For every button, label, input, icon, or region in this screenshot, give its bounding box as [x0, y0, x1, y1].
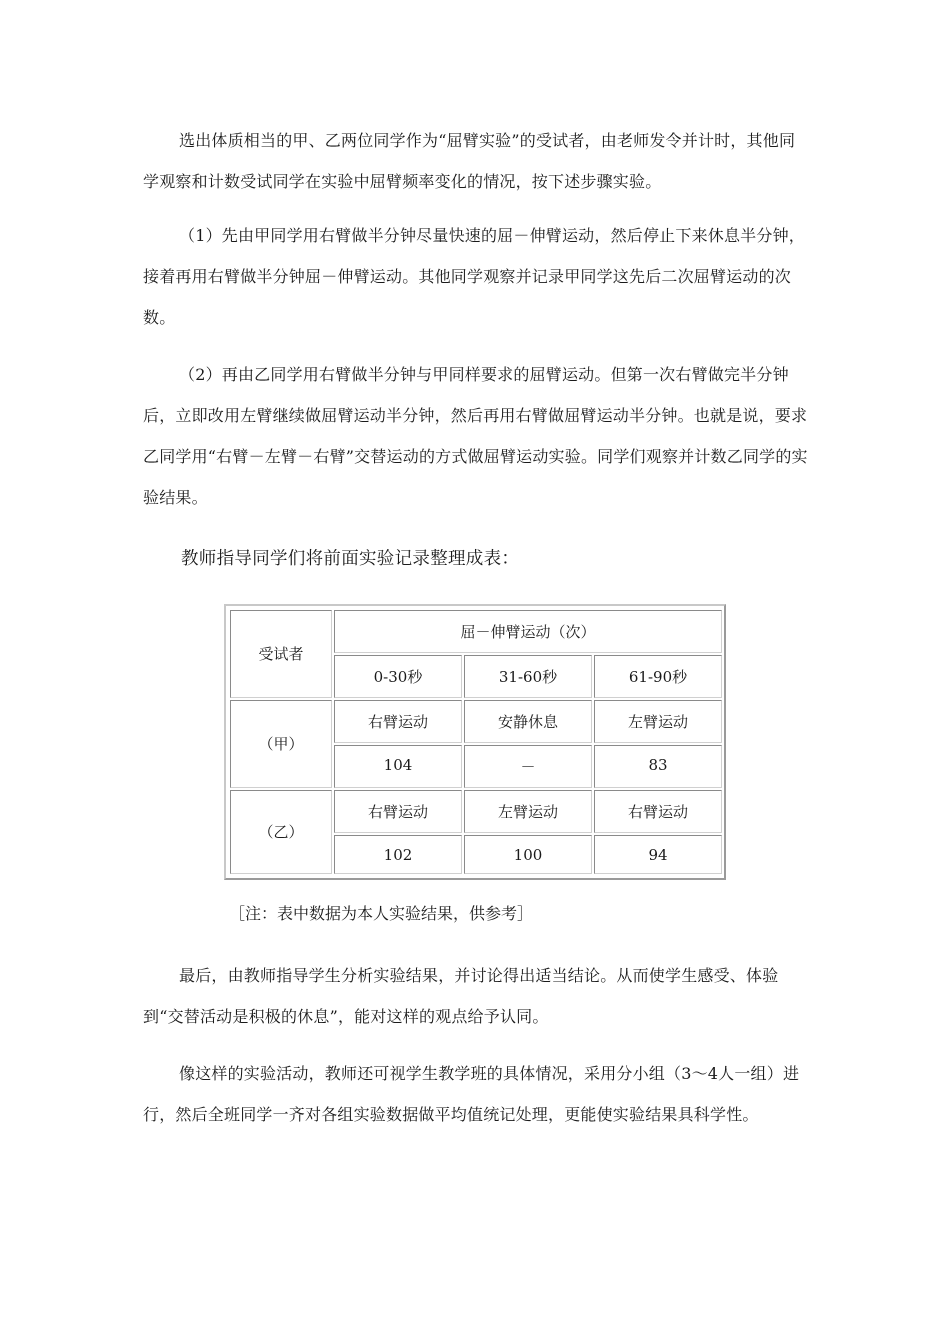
- activity-cell: 安静休息: [464, 700, 592, 743]
- activity-cell: 右臂运动: [334, 790, 462, 833]
- subject-header-cell: 受试者: [230, 610, 332, 698]
- results-table: [228, 608, 724, 876]
- interval-header-cell: 0-30秒: [334, 655, 462, 698]
- count-cell: 94: [594, 835, 722, 874]
- step-2-paragraph: （2）再由乙同学用右臂做半分钟与甲同样要求的屈臂运动。但第一次右臂做完半分钟后，立即改用左臂继续做屈臂运动半分钟，然后再用右臂做屈臂运动半分钟。也就是说，要求乙同学用“右臂－左臂－右臂”交替运动的方式做屈臂运动实验。同学们观察并计数乙同学的实验结果。: [143, 365, 808, 507]
- results-table-frame: [224, 604, 726, 880]
- table-row: [230, 700, 722, 743]
- activity-cell: 左臂运动: [464, 790, 592, 833]
- table-intro-text: 教师指导同学们将前面实验记录整理成表：: [181, 549, 520, 569]
- subject-cell-jia: （甲）: [230, 700, 332, 788]
- count-cell: 104: [334, 745, 462, 788]
- count-cell: 102: [334, 835, 462, 874]
- interval-header-cell: 61-90秒: [594, 655, 722, 698]
- group-header-cell: 屈－伸臂运动（次）: [334, 610, 722, 653]
- activity-cell: 左臂运动: [594, 700, 722, 743]
- count-cell: 83: [594, 745, 722, 788]
- count-cell: －: [464, 745, 592, 788]
- activity-cell: 右臂运动: [594, 790, 722, 833]
- table-row: [230, 790, 722, 833]
- intro-paragraph: 选出体质相当的甲、乙两位同学作为“屈臂实验”的受试者，由老师发令并计时，其他同学观察和计数受试同学在实验中屈臂频率变化的情况，按下述步骤实验。: [143, 131, 796, 191]
- subject-cell-yi: （乙）: [230, 790, 332, 874]
- interval-header-cell: 31-60秒: [464, 655, 592, 698]
- step-1-paragraph: （1）先由甲同学用右臂做半分钟尽量快速的屈－伸臂运动，然后停止下来休息半分钟，接着再用右臂做半分钟屈－伸臂运动。其他同学观察并记录甲同学这先后二次屈臂运动的次数。: [143, 226, 805, 327]
- table-note: ［注：表中数据为本人实验结果，供参考］: [229, 904, 534, 923]
- count-cell: 100: [464, 835, 592, 874]
- table-header-row: [230, 610, 722, 653]
- conclusion-paragraph: 最后，由教师指导学生分析实验结果，并讨论得出适当结论。从而使学生感受、体验到“交替活动是积极的休息”，能对这样的观点给予认同。: [143, 966, 779, 1026]
- activity-cell: 右臂运动: [334, 700, 462, 743]
- extension-paragraph: 像这样的实验活动，教师还可视学生教学班的具体情况，采用分小组（3～4人一组）进行，然后全班同学一齐对各组实验数据做平均值统记处理，更能使实验结果具科学性。: [143, 1064, 800, 1124]
